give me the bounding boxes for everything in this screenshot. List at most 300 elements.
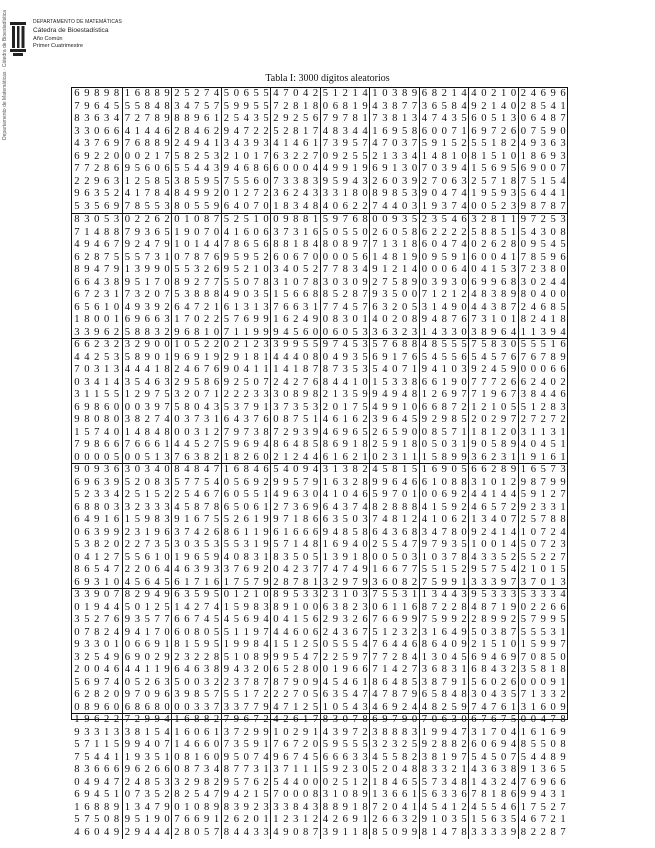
digit-cell: 9 [332,614,338,625]
digit-cell: 7 [431,113,437,124]
digit-cell: 8 [500,289,507,300]
digit-cell: 9 [510,826,517,838]
digit-cell: 0 [392,364,398,375]
digit-cell: 1 [471,426,477,438]
digit-cell: 0 [174,764,180,775]
digit-cell: 0 [124,451,131,463]
digit-cell: 3 [392,451,398,463]
digit-group [122,652,172,665]
digit-cell: 7 [401,564,408,575]
digit-cell: 5 [352,739,358,750]
table-row [72,289,567,302]
digit-cell: 2 [233,376,239,388]
digit-group [468,339,518,352]
digit-cell: 4 [194,125,200,137]
digit-cell: 4 [441,301,447,313]
digit-cell: 9 [94,701,100,713]
digit-group [221,314,271,327]
digit-group [369,289,419,302]
digit-cell: 9 [113,200,120,212]
digit-cell: 6 [154,439,160,450]
digit-cell: 8 [481,326,487,338]
digit-cell: 3 [411,726,418,738]
digit-cell: 5 [342,701,348,713]
digit-cell: 2 [84,175,90,187]
digit-cell: 8 [401,726,408,738]
digit-cell: 4 [124,301,131,313]
digit-cell: 2 [520,414,527,425]
digit-cell: 8 [293,100,299,112]
digit-cell: 3 [471,689,477,700]
digit-cell: 8 [174,789,180,800]
digit-cell: 9 [451,301,457,313]
digit-cell: 4 [510,726,517,738]
digit-cell: 0 [362,226,368,238]
digit-cell: 2 [203,264,210,275]
digit-group [122,677,172,690]
digit-cell: 8 [74,214,80,225]
digit-group [221,101,271,114]
digit-cell: 1 [451,88,457,99]
digit-cell: 7 [194,576,200,588]
digit-cell: 4 [322,726,329,738]
digit-cell: 6 [273,150,279,162]
digit-cell: 6 [144,639,150,650]
digit-cell: 2 [560,689,566,700]
digit-cell: 6 [154,376,160,388]
digit-cell: 9 [530,239,536,250]
digit-cell: 3 [164,501,170,513]
digit-cell: 1 [382,264,388,275]
digit-cell: 8 [223,764,230,775]
digit-cell: 4 [283,264,289,275]
digit-cell: 1 [113,289,120,300]
digit-cell: 6 [471,113,477,124]
digit-cell: 7 [500,351,507,363]
digit-group [468,352,518,365]
digit-group [270,289,320,302]
digit-cell: 6 [491,239,497,250]
digit-group [468,814,518,827]
digit-cell: 6 [103,125,110,137]
digit-cell: 4 [421,514,428,525]
digit-cell: 6 [134,439,140,450]
digit-cell: 6 [550,726,556,738]
digit-cell: 0 [164,264,170,275]
digit-cell: 8 [312,289,319,300]
digit-cell: 5 [154,776,160,788]
digit-cell: 3 [510,200,517,212]
digit-cell: 4 [213,601,220,613]
digit-group [419,802,469,815]
digit-cell: 6 [113,439,120,450]
digit-cell: 8 [481,426,487,438]
digit-cell: 5 [332,676,338,688]
digit-group [72,539,122,552]
digit-cell: 7 [174,451,180,463]
digit-cell: 0 [144,689,150,700]
digit-cell: 6 [550,601,556,613]
digit-cell: 4 [372,464,378,475]
digit-cell: 8 [322,801,329,813]
digit-cell: 3 [431,764,437,775]
digit-cell: 1 [520,150,527,162]
digit-cell: 7 [500,714,507,725]
digit-cell: 6 [74,476,80,488]
digit-cell: 2 [372,175,378,187]
digit-cell: 4 [392,200,398,212]
digit-cell: 4 [213,88,220,99]
digit-cell: 4 [144,376,150,388]
digit-cell: 2 [491,414,497,425]
digit-cell: 4 [352,175,358,187]
digit-cell: 5 [74,489,80,500]
digit-cell: 0 [481,251,487,263]
digit-cell: 6 [243,564,249,575]
digit-cell: 5 [223,651,230,663]
university-logo-icon [10,20,26,58]
digit-group [468,364,518,377]
digit-cell: 6 [491,764,497,775]
digit-cell: 9 [243,639,249,650]
digit-cell: 3 [293,200,299,212]
digit-cell: 6 [194,364,200,375]
digit-cell: 5 [441,339,447,350]
digit-cell: 9 [312,314,319,325]
digit-cell: 1 [411,789,418,800]
digit-cell: 1 [500,175,507,187]
digit-cell: 8 [322,714,329,725]
digit-cell: 4 [223,226,230,238]
digit-cell: 4 [74,351,80,363]
digit-cell: 6 [431,639,437,650]
digit-cell: 5 [213,589,220,600]
digit-cell: 7 [74,439,80,450]
table-row [72,439,567,452]
digit-cell: 7 [124,439,131,450]
digit-cell: 0 [113,150,120,162]
digit-cell: 4 [491,664,497,675]
digit-cell: 3 [94,364,100,375]
digit-group [122,814,172,827]
digit-cell: 0 [302,789,309,800]
digit-cell: 2 [560,376,566,388]
digit-cell: 3 [540,589,546,600]
digit-cell: 7 [223,175,230,187]
digit-cell: 5 [103,389,110,400]
digit-cell: 3 [233,676,239,688]
digit-group [369,352,419,365]
digit-cell: 5 [352,639,358,650]
digit-cell: 6 [322,501,329,513]
digit-cell: 1 [174,226,180,238]
digit-cell: 6 [154,314,160,325]
digit-cell: 5 [174,150,180,162]
digit-cell: 4 [372,138,378,149]
digit-cell: 0 [500,401,507,413]
digit-group [171,252,221,265]
digit-group [518,364,568,377]
digit-group [221,539,271,552]
digit-group [369,652,419,665]
digit-cell: 3 [401,626,408,638]
digit-cell: 3 [481,576,487,588]
digit-cell: 1 [233,226,239,238]
table-row [72,176,567,189]
digit-cell: 9 [113,138,120,149]
digit-cell: 6 [372,526,378,538]
digit-cell: 2 [273,689,279,700]
digit-group [171,477,221,490]
digit-cell: 6 [352,676,358,688]
digit-cell: 4 [84,351,90,363]
digit-cell: 5 [560,301,566,313]
digit-cell: 6 [243,476,249,488]
digit-cell: 6 [203,726,210,738]
digit-cell: 2 [461,401,467,413]
digit-group [72,789,122,802]
digit-cell: 2 [113,339,120,350]
digit-cell: 6 [382,639,388,650]
digit-cell: 5 [332,289,338,300]
digit-cell: 6 [164,163,170,174]
digit-group [171,602,221,615]
digit-cell: 0 [540,163,546,174]
digit-cell: 7 [560,113,566,124]
digit-cell: 6 [144,163,150,174]
digit-cell: 2 [461,489,467,500]
digit-cell: 0 [124,639,131,650]
digit-cell: 9 [362,389,368,400]
digit-group [419,564,469,577]
digit-cell: 3 [401,589,408,600]
digit-cell: 5 [233,113,239,124]
digit-cell: 9 [481,125,487,137]
digit-cell: 1 [441,364,447,375]
digit-cell: 5 [520,188,527,199]
digit-cell: 3 [401,138,408,149]
digit-cell: 7 [94,426,100,438]
digit-cell: 5 [481,175,487,187]
digit-cell: 8 [362,714,368,725]
digit-cell: 4 [352,564,358,575]
digit-cell: 5 [392,589,398,600]
digit-cell: 8 [392,100,398,112]
digit-cell: 9 [441,576,447,588]
digit-cell: 4 [471,489,477,500]
digit-cell: 6 [550,451,556,463]
digit-cell: 1 [302,100,309,112]
digit-cell: 1 [352,376,358,388]
digit-group [369,277,419,290]
digit-cell: 3 [451,789,457,800]
digit-group [171,277,221,290]
digit-cell: 4 [144,125,150,137]
digit-cell: 3 [421,301,428,313]
digit-cell: 6 [431,664,437,675]
digit-cell: 1 [113,789,120,800]
digit-cell: 9 [184,551,190,563]
digit-cell: 1 [491,489,497,500]
digit-cell: 4 [540,314,546,325]
digit-group [270,239,320,252]
digit-cell: 0 [520,125,527,137]
digit-cell: 1 [510,226,517,238]
digit-cell: 7 [372,614,378,625]
digit-group [270,477,320,490]
digit-group [369,777,419,790]
digit-cell: 7 [322,113,329,124]
digit-cell: 3 [451,539,457,550]
digit-cell: 3 [342,614,348,625]
digit-cell: 2 [550,526,556,538]
digit-cell: 8 [322,364,329,375]
digit-group [171,201,221,214]
digit-cell: 9 [94,326,100,338]
digit-group [518,314,568,327]
digit-cell: 3 [431,276,437,288]
digit-cell: 0 [411,401,418,413]
digit-cell: 1 [530,326,536,338]
digit-cell: 4 [84,514,90,525]
digit-cell: 9 [253,626,259,638]
digit-cell: 1 [411,364,418,375]
digit-cell: 3 [500,589,507,600]
digit-cell: 0 [293,163,299,174]
digit-cell: 9 [154,714,160,725]
digit-cell: 8 [312,389,319,400]
digit-cell: 9 [113,476,120,488]
digit-cell: 0 [401,489,408,500]
digit-cell: 4 [124,664,131,675]
digit-cell: 8 [184,175,190,187]
digit-cell: 6 [243,314,249,325]
digit-cell: 5 [203,200,210,212]
digit-cell: 3 [471,451,477,463]
digit-cell: 6 [401,789,408,800]
digit-cell: 5 [164,576,170,588]
digit-cell: 5 [144,200,150,212]
digit-cell: 9 [530,489,536,500]
digit-cell: 5 [124,351,131,363]
digit-cell: 0 [421,489,428,500]
digit-cell: 1 [431,514,437,525]
digit-cell: 4 [491,364,497,375]
digit-cell: 7 [471,339,477,350]
digit-cell: 3 [540,326,546,338]
digit-cell: 0 [520,113,527,124]
digit-cell: 7 [253,200,259,212]
digit-cell: 0 [302,601,309,613]
digit-cell: 2 [342,150,348,162]
digit-group [72,489,122,502]
digit-cell: 2 [500,426,507,438]
digit-group [320,264,370,277]
digit-cell: 5 [174,476,180,488]
digit-cell: 1 [332,664,338,675]
digit-cell: 8 [174,639,180,650]
digit-cell: 9 [392,125,398,137]
digit-cell: 0 [263,175,269,187]
digit-group [221,414,271,427]
digit-group [369,502,419,515]
digit-cell: 1 [94,551,100,563]
table-row [72,427,567,440]
digit-cell: 7 [263,376,269,388]
digit-cell: 3 [94,526,100,538]
digit-cell: 0 [253,814,259,825]
digit-cell: 2 [144,150,150,162]
digit-cell: 6 [411,476,418,488]
digit-cell: 0 [431,489,437,500]
digit-cell: 4 [174,501,180,513]
digit-cell: 0 [461,326,467,338]
digit-cell: 2 [243,451,249,463]
digit-group [72,827,122,840]
digit-cell: 5 [530,551,536,563]
digit-cell: 7 [194,301,200,313]
digit-cell: 8 [401,576,408,588]
digit-cell: 2 [164,301,170,313]
digit-cell: 8 [451,414,457,425]
digit-cell: 7 [471,314,477,325]
digit-cell: 9 [411,826,418,838]
digit-cell: 2 [382,739,388,750]
digit-cell: 5 [431,439,437,450]
digit-cell: 9 [144,351,150,363]
digit-cell: 6 [312,514,319,525]
digit-cell: 4 [461,239,467,250]
digit-cell: 2 [113,188,120,199]
digit-cell: 9 [362,564,368,575]
digit-cell: 1 [342,589,348,600]
digit-cell: 2 [302,639,309,650]
digit-cell: 2 [154,601,160,613]
digit-cell: 5 [352,150,358,162]
digit-cell: 8 [203,289,210,300]
digit-cell: 5 [134,489,140,500]
digit-group [320,113,370,126]
digit-cell: 3 [233,739,239,750]
digit-cell: 5 [491,801,497,813]
digit-cell: 2 [94,351,100,363]
digit-cell: 9 [550,676,556,688]
digit-group [221,564,271,577]
digit-group [221,602,271,615]
digit-cell: 0 [293,789,299,800]
digit-cell: 5 [154,200,160,212]
digit-group [171,163,221,176]
digit-cell: 7 [362,289,368,300]
digit-cell: 8 [273,589,279,600]
digit-cell: 0 [154,339,160,350]
digit-group [518,764,568,777]
digit-cell: 2 [94,289,100,300]
digit-cell: 7 [154,239,160,250]
digit-cell: 5 [194,175,200,187]
digit-cell: 3 [174,100,180,112]
digit-cell: 4 [332,526,338,538]
digit-cell: 3 [392,88,398,99]
digit-cell: 7 [113,551,120,563]
digit-cell: 3 [94,726,100,738]
digit-cell: 6 [74,289,80,300]
digit-cell: 5 [312,751,319,763]
digit-cell: 4 [94,376,100,388]
digit-cell: 9 [164,138,170,149]
digit-cell: 8 [510,239,517,250]
digit-cell: 4 [392,776,398,788]
